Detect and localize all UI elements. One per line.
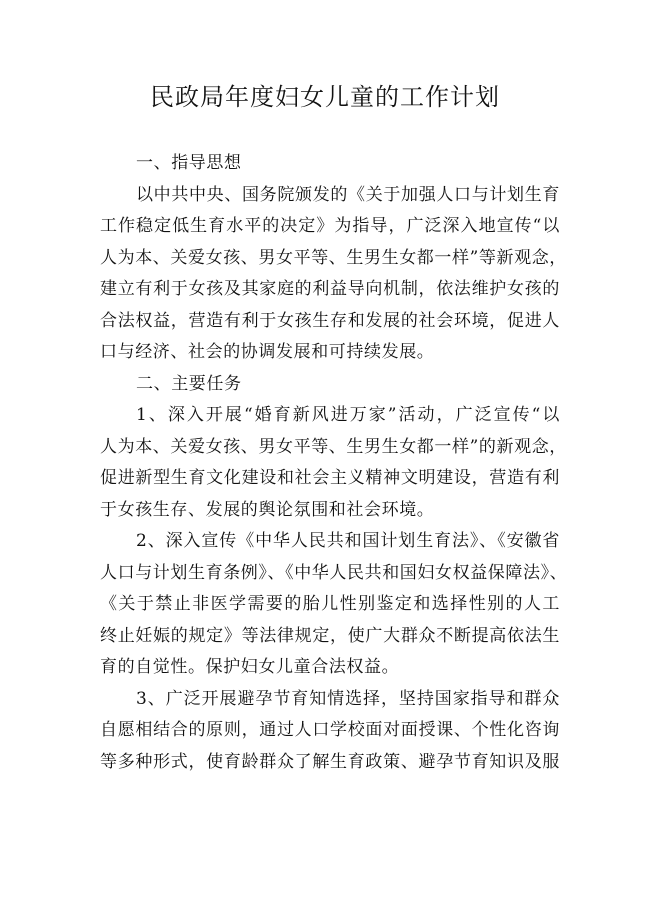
- paragraph-line: 等多种形式，使育龄群众了解生育政策、避孕节育知识及服: [100, 751, 560, 772]
- paragraph-line: 口与经济、社会的协调发展和可持续发展。: [100, 342, 435, 362]
- document-title: 民政局年度妇女儿童的工作计划: [150, 83, 500, 111]
- paragraph-line: 《关于禁止非医学需要的胎儿性别鉴定和选择性别的人工: [100, 594, 560, 614]
- paragraph-line: 于女孩生存、发展的舆论氛围和社会环境。: [100, 499, 435, 520]
- paragraph-line: 合法权益，营造有利于女孩生存和发展的社会环境，促进人: [100, 310, 560, 331]
- document-body: [100, 148, 568, 778]
- paragraph-line: 人口与计划生育条例》、《中华人民共和国妇女权益保障法》、: [100, 562, 568, 583]
- section-heading-main-tasks: 二、主要任务: [136, 373, 242, 394]
- paragraph-line: 育的自觉性。保护妇女儿童合法权益。: [100, 657, 400, 677]
- paragraph-line: 终止妊娠的规定》等法律规定，使广大群众不断提高依法生: [100, 625, 560, 646]
- paragraph-line: 自愿相结合的原则，通过人口学校面对面授课、个性化咨询: [100, 720, 560, 740]
- paragraph-line: 以中共中央、国务院颁发的《关于加强人口与计划生育: [136, 184, 560, 205]
- paragraph-line: 促进新型生育文化建设和社会主义精神文明建设，营造有利: [100, 468, 560, 488]
- paragraph-line: 人为本、关爱女孩、男女平等、生男生女都一样”的新观念，: [100, 436, 567, 457]
- paragraph-line: 1、深入开展“婚育新风进万家”活动，广泛宣传“以: [136, 405, 560, 425]
- section-heading-guiding-ideology: 一、指导思想: [136, 153, 242, 173]
- paragraph-line: 建立有利于女孩及其家庭的利益导向机制，依法维护女孩的: [100, 279, 560, 299]
- paragraph-line: 工作稳定低生育水平的决定》为指导，广泛深入地宣传“以: [100, 216, 560, 236]
- paragraph-line: 人为本、关爱女孩、男女平等、生男生女都一样”等新观念，: [100, 247, 567, 268]
- paragraph-line: 2、深入宣传《中华人民共和国计划生育法》、《安徽省: [136, 531, 560, 551]
- paragraph-line: 3、广泛开展避孕节育知情选择，坚持国家指导和群众: [136, 688, 560, 709]
